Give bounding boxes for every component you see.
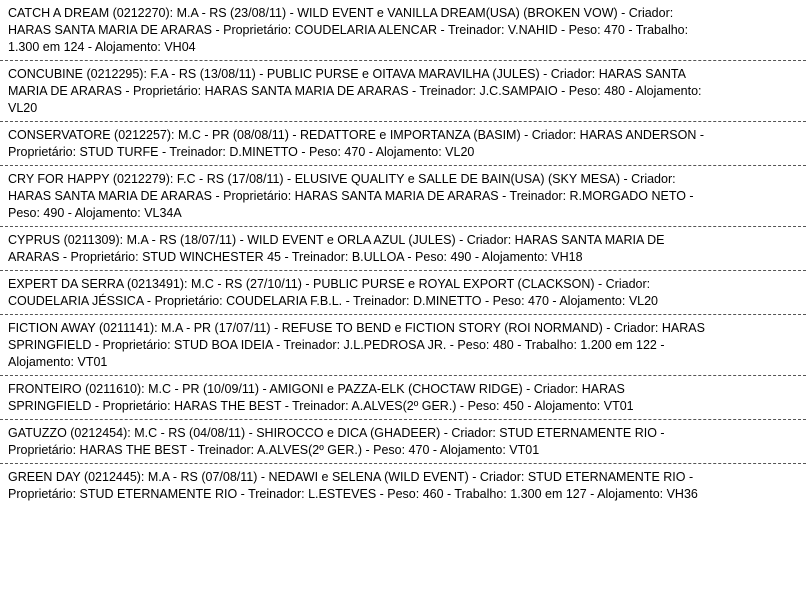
list-item: CONSERVATORE (0212257): M.C - PR (08/08/11) - REDATTORE e IMPORTANZA (BASIM) - Criador: HARAS ANDERSON - Proprietário: STUD TURFE - Treinador: D.MINETTO - Peso: 470 - Alojamento: VL20 (0, 122, 806, 166)
list-item: CRY FOR HAPPY (0212279): F.C - RS (17/08/11) - ELUSIVE QUALITY e SALLE DE BAIN(USA) (SKY MESA) - Criador: HARAS SANTA MARIA DE ARARAS - Proprietário: HARAS SANTA MARIA DE ARARAS - Treinador: R.MORGADO NETO - Peso: 490 - Alojamento: VL34A (0, 166, 806, 227)
list-item: EXPERT DA SERRA (0213491): M.C - RS (27/10/11) - PUBLIC PURSE e ROYAL EXPORT (CLACKSON) - Criador: COUDELARIA JÉSSICA - Proprietário: COUDELARIA F.B.L. - Treinador: D.MINETTO - Peso: 470 - Alojamento: VL20 (0, 271, 806, 315)
list-item: FRONTEIRO (0211610): M.C - PR (10/09/11) - AMIGONI e PAZZA-ELK (CHOCTAW RIDGE) - Criador: HARAS SPRINGFIELD - Proprietário: HARAS THE BEST - Treinador: A.ALVES(2º GER.) - Peso: 450 - Alojamento: VT01 (0, 376, 806, 420)
list-item: CATCH A DREAM (0212270): M.A - RS (23/08/11) - WILD EVENT e VANILLA DREAM(USA) (BROKEN VOW) - Criador: HARAS SANTA MARIA DE ARARAS - Proprietário: COUDELARIA ALENCAR - Treinador: V.NAHID - Peso: 470 - Trabalho: 1.300 em 124 - Alojamento: VH04 (0, 0, 806, 61)
list-item: GATUZZO (0212454): M.C - RS (04/08/11) - SHIROCCO e DICA (GHADEER) - Criador: STUD ETERNAMENTE RIO - Proprietário: HARAS THE BEST - Treinador: A.ALVES(2º GER.) - Peso: 470 - Alojamento: VT01 (0, 420, 806, 464)
list-item: CONCUBINE (0212295): F.A - RS (13/08/11) - PUBLIC PURSE e OITAVA MARAVILHA (JULES) - Criador: HARAS SANTA MARIA DE ARARAS - Proprietário: HARAS SANTA MARIA DE ARARAS - Treinador: J.C.SAMPAIO - Peso: 480 - Alojamento: VL20 (0, 61, 806, 122)
list-item: FICTION AWAY (0211141): M.A - PR (17/07/11) - REFUSE TO BEND e FICTION STORY (ROI NORMAND) - Criador: HARAS SPRINGFIELD - Proprietário: STUD BOA IDEIA - Treinador: J.L.PEDROSA JR. - Peso: 480 - Trabalho: 1.200 em 122 - Alojamento: VT01 (0, 315, 806, 376)
list-item: CYPRUS (0211309): M.A - RS (18/07/11) - WILD EVENT e ORLA AZUL (JULES) - Criador: HARAS SANTA MARIA DE ARARAS - Proprietário: STUD WINCHESTER 45 - Treinador: B.ULLOA - Peso: 490 - Alojamento: VH18 (0, 227, 806, 271)
list-item: GREEN DAY (0212445): M.A - RS (07/08/11) - NEDAWI e SELENA (WILD EVENT) - Criador: STUD ETERNAMENTE RIO - Proprietário: STUD ETERNAMENTE RIO - Treinador: L.ESTEVES - Peso: 460 - Trabalho: 1.300 em 127 - Alojamento: VH36 (8, 470, 698, 501)
